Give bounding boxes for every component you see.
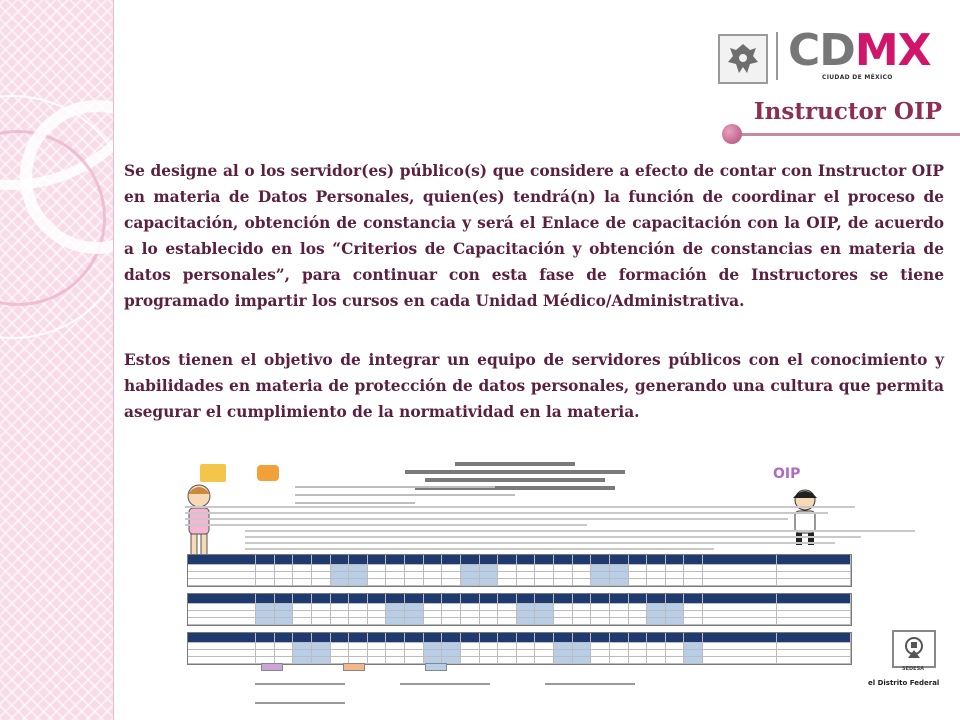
doc-table xyxy=(187,593,852,626)
sedesa-label: SEDESA xyxy=(902,666,925,672)
doc-logo-icon xyxy=(257,465,279,481)
doc-schedule-tables xyxy=(187,554,852,671)
title-underline xyxy=(742,133,960,136)
sedesa-icon xyxy=(892,630,936,668)
cdmx-wordmark xyxy=(788,26,931,76)
df-label: el Distrito Federal xyxy=(868,679,940,687)
doc-table xyxy=(187,554,852,587)
doc-logo-icon xyxy=(200,464,226,482)
logo-cd: CD xyxy=(788,25,855,76)
doc-signature-lines xyxy=(255,670,815,708)
cdmx-logo xyxy=(718,25,933,86)
logo-separator xyxy=(776,32,778,80)
doc-oip-logo: OIP xyxy=(773,466,801,482)
body-paragraph-1: Se designe al o los servidor(es) público(s) que considere a efecto de contar con Instructor OIP en materia de Datos Personales, quien(es) tendrá(n) la función de coordinar el proceso de capacitación, obtención de constancia y será el Enlace de capacitación con la OIP, de acuerdo a lo establecido en los “Criterios de Capacitación y obtención de constancias en materia de datos personales”, para continuar con esta fase de formación de Instructores se tiene programado impartir los cursos en cada Unidad Médico/Administrativa. xyxy=(124,162,944,310)
body-paragraph-2: Estos tienen el objetivo de integrar un equipo de servidores públicos con el conocimiento y habilidades en materia de protección de datos personales, generando una cultura que permita asegurar el cumplimiento de la normatividad en la materia. xyxy=(124,351,944,421)
decorative-left-band xyxy=(0,0,114,720)
doc-instructions-text xyxy=(185,506,855,554)
slide-title: Instructor OIP xyxy=(753,98,942,125)
logo-subtitle: CIUDAD DE MÉXICO xyxy=(822,74,893,81)
logo-mx: MX xyxy=(854,25,931,76)
embedded-document-image xyxy=(175,458,865,693)
crest-icon xyxy=(718,34,768,84)
title-bullet-icon xyxy=(722,124,742,144)
